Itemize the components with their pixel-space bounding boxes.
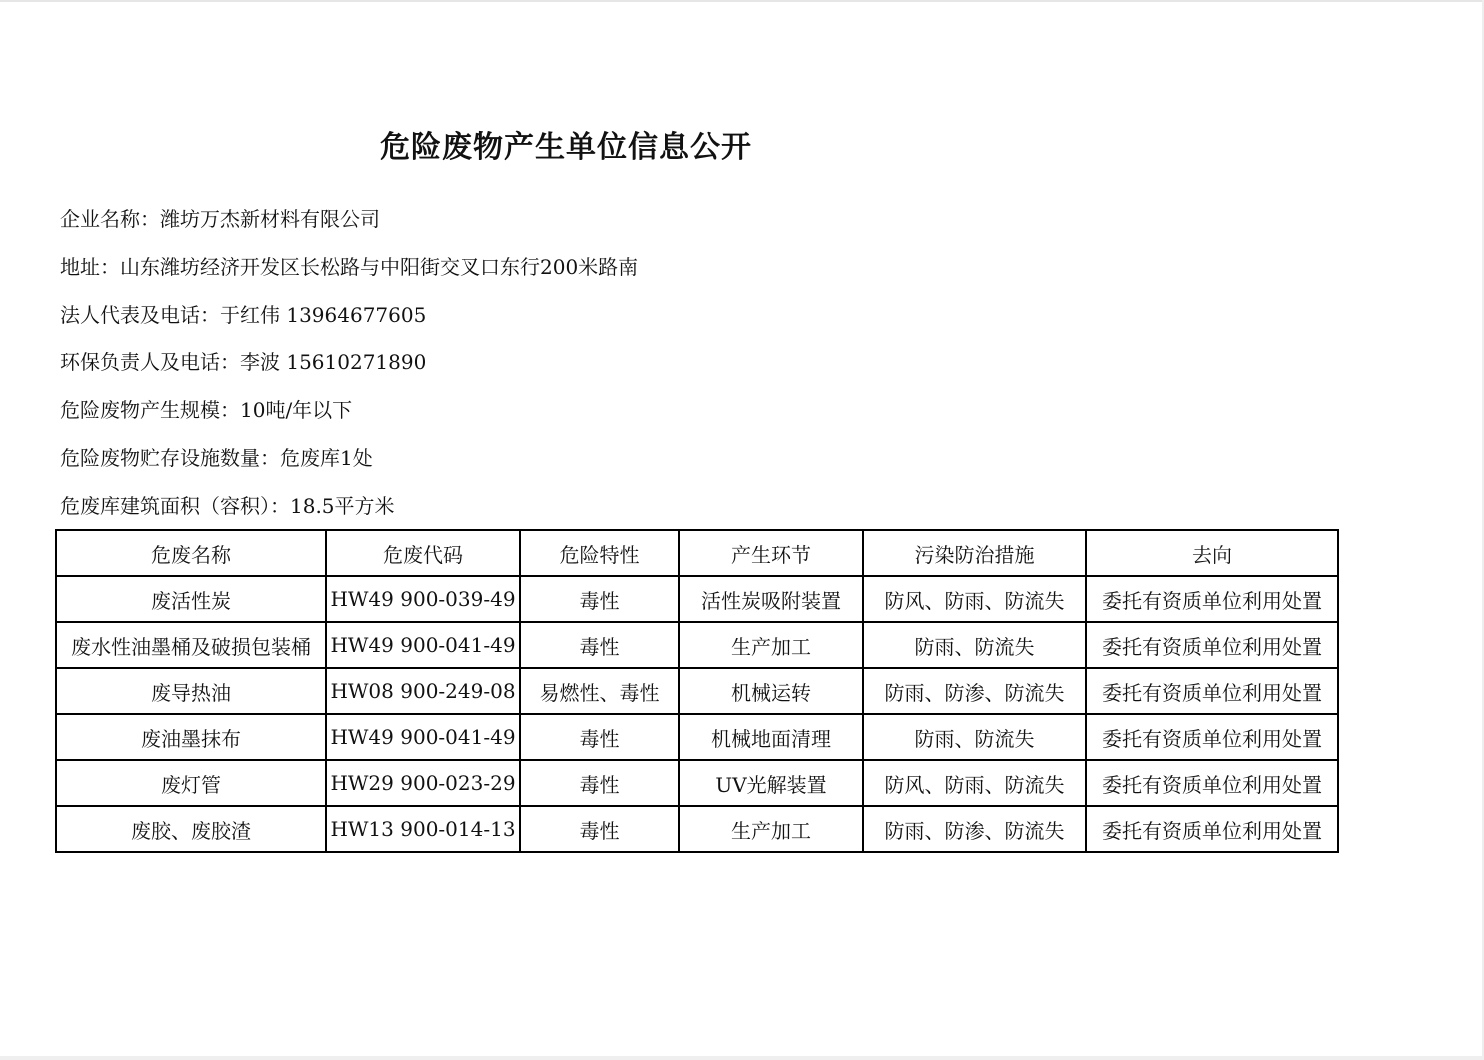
- info-storage-area: [60, 487, 638, 535]
- column-header-destination: 去向: [1086, 530, 1338, 576]
- table-cell: HW49 900-041-49: [326, 622, 520, 668]
- table-cell: HW13 900-014-13: [326, 806, 520, 852]
- table-cell: 废水性油墨桶及破损包装桶: [56, 622, 326, 668]
- page-bottom-border: [0, 1056, 1484, 1060]
- table-cell: 易燃性、毒性: [520, 668, 679, 714]
- table-cell: HW08 900-249-08: [326, 668, 520, 714]
- table-cell: HW49 900-041-49: [326, 714, 520, 760]
- info-legal-rep: [60, 296, 638, 344]
- table-cell: 废胶、废胶渣: [56, 806, 326, 852]
- info-label: 危险废物贮存设施数量：: [60, 445, 280, 470]
- info-env-manager: [60, 343, 638, 391]
- table-cell: 废活性炭: [56, 576, 326, 622]
- table-cell: 毒性: [520, 714, 679, 760]
- info-label: 危险废物产生规模：: [60, 398, 240, 423]
- hazardous-waste-table: [55, 529, 1339, 853]
- table-cell: 委托有资质单位利用处置: [1086, 760, 1338, 806]
- info-waste-scale: [60, 391, 638, 439]
- column-header-measures: 污染防治措施: [863, 530, 1086, 576]
- info-value: 危废库1处: [280, 445, 373, 470]
- table-cell: 生产加工: [679, 806, 863, 852]
- table-cell: HW29 900-023-29: [326, 760, 520, 806]
- table-cell: 委托有资质单位利用处置: [1086, 668, 1338, 714]
- info-company-name: [60, 200, 638, 248]
- info-value: 18.5平方米: [290, 493, 395, 518]
- table-cell: 机械地面清理: [679, 714, 863, 760]
- column-header-source: 产生环节: [679, 530, 863, 576]
- document-title: 危险废物产生单位信息公开: [380, 130, 752, 165]
- info-label: 地址：: [60, 254, 120, 279]
- table-cell: 委托有资质单位利用处置: [1086, 714, 1338, 760]
- table-row: [56, 806, 1338, 852]
- page-top-border: [0, 0, 1484, 2]
- column-header-hazard: 危险特性: [520, 530, 679, 576]
- info-label: 环保负责人及电话：: [60, 350, 240, 375]
- table-cell: 废油墨抹布: [56, 714, 326, 760]
- table-cell: 防雨、防渗、防流失: [863, 806, 1086, 852]
- info-value: 山东潍坊经济开发区长松路与中阳街交叉口东行200米路南: [120, 254, 639, 279]
- info-label: 危废库建筑面积（容积）：: [60, 493, 290, 518]
- table-cell: 防风、防雨、防流失: [863, 576, 1086, 622]
- table-header-row: [56, 530, 1338, 576]
- info-address: [60, 248, 638, 296]
- table-cell: 毒性: [520, 576, 679, 622]
- table-cell: 委托有资质单位利用处置: [1086, 622, 1338, 668]
- table-cell: 防雨、防流失: [863, 714, 1086, 760]
- column-header-code: 危废代码: [326, 530, 520, 576]
- table-row: [56, 622, 1338, 668]
- table-cell: 机械运转: [679, 668, 863, 714]
- table-cell: 生产加工: [679, 622, 863, 668]
- table-cell: 废导热油: [56, 668, 326, 714]
- table-cell: 防雨、防流失: [863, 622, 1086, 668]
- table-cell: 活性炭吸附装置: [679, 576, 863, 622]
- column-header-name: 危废名称: [56, 530, 326, 576]
- table-row: [56, 760, 1338, 806]
- company-info-list: [60, 200, 638, 535]
- info-value: 李波 15610271890: [240, 350, 427, 375]
- table-row: [56, 668, 1338, 714]
- table-cell: 毒性: [520, 622, 679, 668]
- info-label: 法人代表及电话：: [60, 302, 220, 327]
- info-label: 企业名称：: [60, 207, 160, 231]
- info-value: 10吨/年以下: [240, 398, 353, 423]
- table-cell: HW49 900-039-49: [326, 576, 520, 622]
- table-cell: 防风、防雨、防流失: [863, 760, 1086, 806]
- info-storage-count: [60, 439, 638, 487]
- table-row: [56, 714, 1338, 760]
- table-row: [56, 576, 1338, 622]
- table-cell: 防雨、防渗、防流失: [863, 668, 1086, 714]
- table-cell: 毒性: [520, 806, 679, 852]
- info-value: 于红伟 13964677605: [220, 302, 427, 327]
- table-cell: 委托有资质单位利用处置: [1086, 576, 1338, 622]
- table-cell: 废灯管: [56, 760, 326, 806]
- table-cell: 毒性: [520, 760, 679, 806]
- info-value: 潍坊万杰新材料有限公司: [160, 207, 380, 231]
- table-cell: UV光解装置: [679, 760, 863, 806]
- table-cell: 委托有资质单位利用处置: [1086, 806, 1338, 852]
